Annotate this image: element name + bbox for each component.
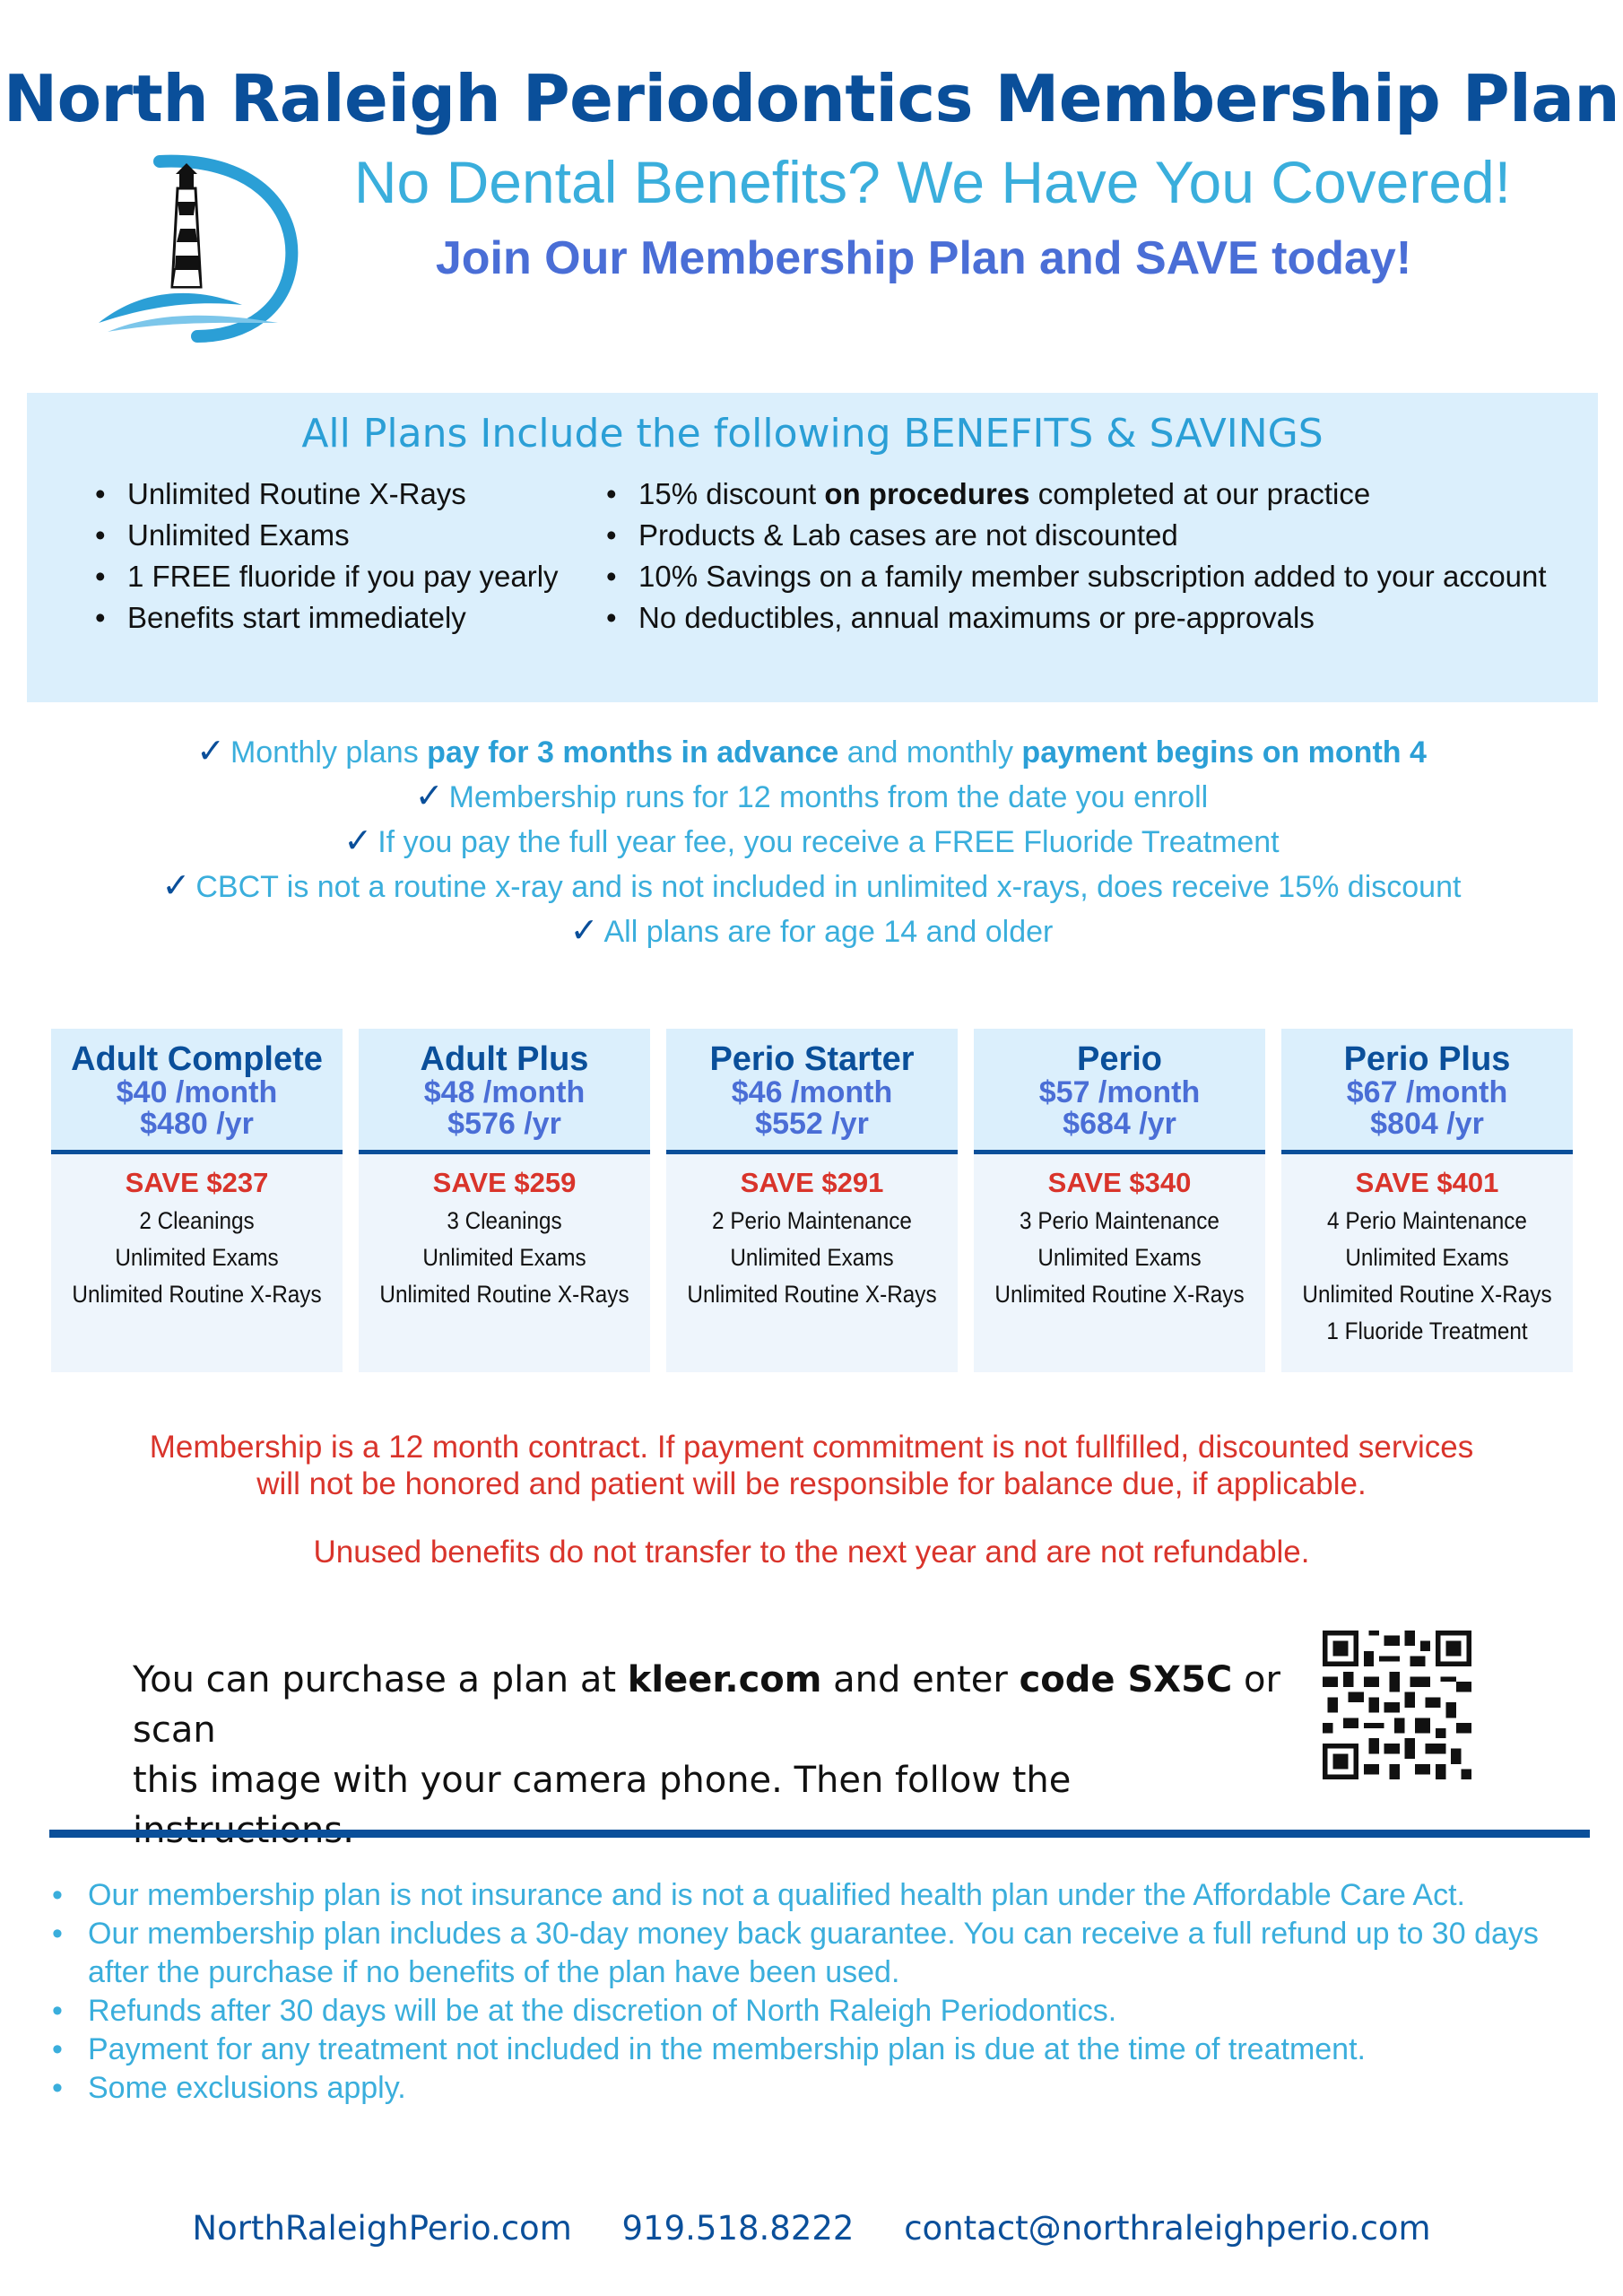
plan-feature: Unlimited Routine X-Rays [72, 1281, 322, 1308]
plan-feature: Unlimited Exams [1345, 1244, 1509, 1271]
plan-feature: Unlimited Exams [730, 1244, 894, 1271]
plan-card-adult-plus [359, 1029, 650, 1372]
benefit-text: completed at our practice [1029, 477, 1371, 510]
plan-monthly-price: $48 /month [423, 1075, 586, 1109]
plan-feature: Unlimited Routine X-Rays [1302, 1281, 1552, 1308]
plan-card-header [1281, 1029, 1573, 1154]
plan-monthly-price: $57 /month [1038, 1075, 1201, 1109]
plan-savings: SAVE $291 [740, 1167, 884, 1198]
plan-yearly-price: $480 /yr [140, 1107, 254, 1141]
purchase-instructions [133, 1655, 1298, 1856]
plan-feature: 4 Perio Maintenance [1327, 1207, 1527, 1234]
benefit-item [601, 474, 1547, 515]
promo-code: code SX5C [1019, 1659, 1233, 1700]
website-link[interactable]: NorthRaleighPerio.com [192, 2209, 572, 2248]
checkmark-icon: ✓ [414, 778, 444, 815]
note-text: and monthly [838, 735, 1022, 770]
note-emphasis: payment begins on month 4 [1021, 735, 1427, 770]
plan-feature: 3 Cleanings [447, 1207, 562, 1234]
note-line [0, 731, 1623, 771]
plan-card-body [666, 1163, 958, 1313]
plan-monthly-price: $67 /month [1346, 1075, 1508, 1109]
contract-warning-line-2: will not be honored and patient will be responsible for balance due, if applicable. [256, 1466, 1367, 1501]
plan-card-body [359, 1163, 650, 1313]
benefit-item: • Benefits start immediately [90, 597, 559, 639]
plan-savings: SAVE $237 [125, 1167, 269, 1198]
disclaimer-list [52, 1876, 1594, 2108]
unused-benefits-warning: Unused benefits do not transfer to the next year and are not refundable. [313, 1535, 1310, 1570]
note-line [0, 865, 1623, 906]
plan-savings: SAVE $259 [432, 1167, 577, 1198]
plan-feature: Unlimited Exams [1037, 1244, 1202, 1271]
plan-card-header [974, 1029, 1265, 1154]
plan-card-perio-starter [666, 1029, 958, 1372]
plan-yearly-price: $576 /yr [447, 1107, 561, 1141]
checkmark-icon: ✓ [569, 912, 599, 950]
note-emphasis: pay for 3 months in advance [427, 735, 839, 770]
benefits-list-left [90, 474, 559, 639]
plan-card-body [51, 1163, 343, 1313]
benefit-item: • No deductibles, annual maximums or pre-approvals [601, 597, 1547, 639]
phone-link[interactable]: 919.518.8222 [621, 2209, 855, 2248]
contract-warning-line-1: Membership is a 12 month contract. If payment commitment is not fullfilled, discounted services [149, 1430, 1474, 1465]
benefit-item: • Products & Lab cases are not discounted [601, 515, 1547, 556]
plan-feature: Unlimited Routine X-Rays [379, 1281, 629, 1308]
plan-name: Adult Plus [420, 1040, 589, 1078]
note-line [0, 821, 1623, 861]
plan-feature: 2 Cleanings [139, 1207, 255, 1234]
lighthouse-wave-logo [90, 152, 305, 345]
plan-name: Perio Starter [709, 1040, 915, 1078]
plan-name: Perio [1076, 1040, 1163, 1078]
plan-monthly-price: $46 /month [731, 1075, 893, 1109]
plan-feature: 1 Fluoride Treatment [1326, 1318, 1528, 1344]
footer-contact [0, 2209, 1623, 2248]
plan-card-header [359, 1029, 650, 1154]
plan-feature: Unlimited Exams [422, 1244, 586, 1271]
benefits-panel [27, 393, 1598, 702]
benefits-list-right [601, 474, 1547, 639]
plan-card-adult-complete [51, 1029, 343, 1372]
purchase-text: and enter [821, 1659, 1020, 1700]
plan-card-perio [974, 1029, 1265, 1372]
benefit-emphasis: on procedures [824, 477, 1030, 510]
purchase-text: or scan [133, 1659, 1280, 1751]
plan-card-header [666, 1029, 958, 1154]
plan-feature: Unlimited Routine X-Rays [994, 1281, 1245, 1308]
disclaimer-item: • Some exclusions apply. [52, 2069, 1594, 2108]
email-link[interactable]: contact@northraleighperio.com [904, 2209, 1431, 2248]
plan-feature: Unlimited Routine X-Rays [687, 1281, 937, 1308]
section-divider [49, 1830, 1590, 1838]
plan-feature: 3 Perio Maintenance [1020, 1207, 1219, 1234]
note-text: Monthly plans [230, 735, 428, 770]
plan-card-header [51, 1029, 343, 1154]
plan-name: Perio Plus [1343, 1040, 1511, 1078]
plan-yearly-price: $552 /yr [755, 1107, 869, 1141]
disclaimer-item: • Our membership plan includes a 30-day money back guarantee. You can receive a full refund up to 30 days after the purchase if no benefits of the plan have been used. [52, 1915, 1594, 1992]
purchase-text: You can purchase a plan at [133, 1659, 628, 1700]
kleer-link[interactable]: kleer.com [627, 1659, 822, 1700]
disclaimer-item: • Payment for any treatment not included in the membership plan is due at the time of treatment. [52, 2031, 1594, 2069]
plan-card-body [974, 1163, 1265, 1313]
plan-monthly-price: $40 /month [116, 1075, 278, 1109]
benefits-title: All Plans Include the following BENEFITS & SAVINGS [301, 411, 1324, 457]
plan-name: Adult Complete [71, 1040, 323, 1078]
checkmark-icon: ✓ [161, 867, 191, 905]
plan-savings: SAVE $401 [1355, 1167, 1499, 1198]
plan-feature: Unlimited Exams [115, 1244, 279, 1271]
note-text: If you pay the full year fee, you receive a FREE Fluoride Treatment [378, 825, 1280, 859]
subtitle: No Dental Benefits? We Have You Covered! [353, 149, 1512, 215]
plan-yearly-price: $684 /yr [1063, 1107, 1176, 1141]
note-text: All plans are for age 14 and older [603, 915, 1054, 949]
note-text: CBCT is not a routine x-ray and is not included in unlimited x-rays, does receive 15% discount [195, 870, 1462, 904]
checkmark-icon: ✓ [196, 733, 225, 770]
plan-card-body [1281, 1163, 1573, 1350]
benefit-item: • 10% Savings on a family member subscription added to your account [601, 556, 1547, 597]
note-line [0, 776, 1623, 816]
tagline: Join Our Membership Plan and SAVE today! [435, 232, 1412, 284]
plan-card-perio-plus [1281, 1029, 1573, 1372]
plan-savings: SAVE $340 [1047, 1167, 1192, 1198]
benefit-text: 15% discount [638, 477, 825, 510]
benefit-item: • 1 FREE fluoride if you pay yearly [90, 556, 559, 597]
note-line [0, 910, 1623, 951]
disclaimer-item: • Our membership plan is not insurance and is not a qualified health plan under the Affordable Care Act. [52, 1876, 1594, 1915]
qr-code-icon[interactable] [1323, 1631, 1471, 1779]
checkmark-icon: ✓ [343, 822, 373, 860]
note-text: Membership runs for 12 months from the date you enroll [448, 780, 1209, 814]
disclaimer-item: • Refunds after 30 days will be at the discretion of North Raleigh Periodontics. [52, 1992, 1594, 2031]
plan-feature: 2 Perio Maintenance [712, 1207, 912, 1234]
purchase-text: this image with your camera phone. Then follow the [133, 1760, 1072, 1801]
benefit-item: • Unlimited Routine X-Rays [90, 474, 559, 515]
benefit-item: • Unlimited Exams [90, 515, 559, 556]
plan-yearly-price: $804 /yr [1370, 1107, 1484, 1141]
page-title: North Raleigh Periodontics Membership Plan [3, 61, 1620, 136]
